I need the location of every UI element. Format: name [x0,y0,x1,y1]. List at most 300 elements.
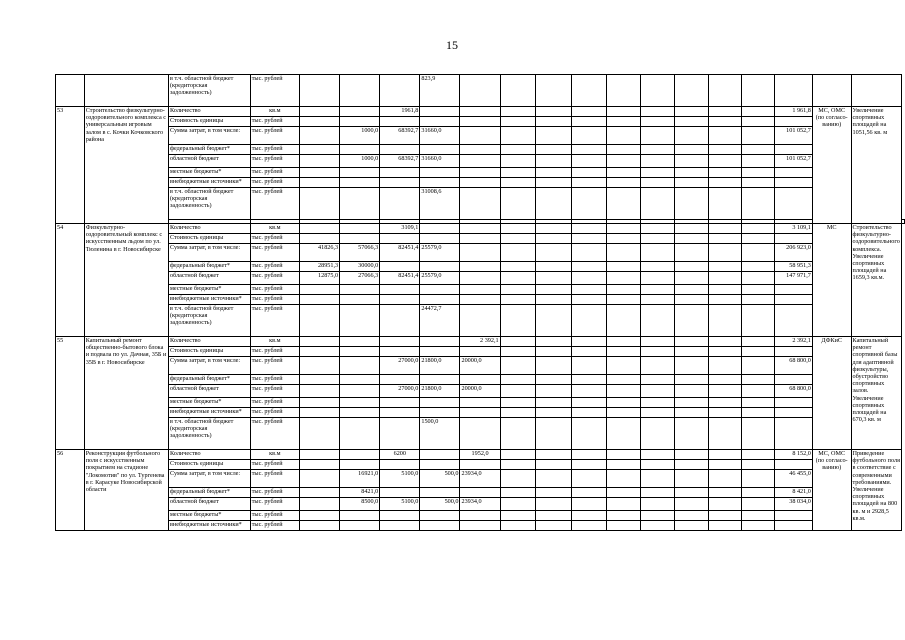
table-cell [500,337,536,347]
table-cell: 5100,0 [380,470,420,488]
table-cell [640,408,674,418]
table-cell [571,155,607,168]
table-cell: тыс. рублей [250,178,299,188]
table-cell [536,178,572,188]
table-cell [640,305,674,337]
table-cell [536,357,572,375]
table-cell [571,168,607,178]
table-cell: внебюджетные источники* [168,521,250,531]
table-cell [742,107,775,117]
table-cell: тыс. рублей [250,511,299,521]
table-cell [607,398,641,408]
table-cell: Количество [168,337,250,347]
table-cell: 1 961,8 [775,107,813,117]
table-cell [571,262,607,272]
table-cell: 82451,4 [380,272,420,285]
table-row [56,521,905,531]
table-cell: областной бюджет [168,272,250,285]
table-cell [340,398,380,408]
table-cell [340,305,380,337]
table-cell: 1500,0 [420,418,460,450]
table-cell [536,168,572,178]
table-cell [420,262,460,272]
table-cell [674,224,708,234]
table-cell: тыс. рублей [250,155,299,168]
table-cell [299,224,339,234]
table-cell: 500,0 [420,498,460,511]
table-cell [708,127,742,145]
table-cell [571,285,607,295]
table-cell [742,234,775,244]
table-cell [500,107,536,117]
table-cell [640,168,674,178]
table-cell [299,285,339,295]
table-cell [380,337,420,347]
table-cell [640,145,674,155]
table-cell: 20000,0 [460,357,500,375]
table-cell: 20000,0 [460,385,500,398]
table-cell [607,295,641,305]
table-cell [340,145,380,155]
table-row [56,460,905,470]
table-cell [674,272,708,285]
table-cell [380,168,420,178]
table-cell [607,244,641,262]
table-cell: внебюджетные источники* [168,178,250,188]
table-cell [674,408,708,418]
table-cell [340,337,380,347]
table-cell [420,488,460,498]
table-cell: 68 800,0 [775,385,813,398]
table-cell [708,244,742,262]
table-cell [674,460,708,470]
table-cell [742,375,775,385]
table-cell [640,234,674,244]
table-cell [380,521,420,531]
table-cell [607,337,641,347]
table-cell [708,178,742,188]
table-cell [536,107,572,117]
table-cell [640,262,674,272]
table-cell [607,262,641,272]
table-cell [607,75,641,107]
table-cell: 68392,7 [380,127,420,145]
table-cell: тыс. рублей [250,117,299,127]
table-cell: 3109,1 [380,224,420,234]
table-cell: 1961,8 [380,107,420,117]
table-cell [640,375,674,385]
table-cell: тыс. рублей [250,498,299,511]
table-cell [380,262,420,272]
table-cell: 2 392,1 [460,337,500,347]
table-cell [742,305,775,337]
table-cell [674,285,708,295]
table-cell [460,521,500,531]
table-cell [340,117,380,127]
table-cell: местные бюджеты* [168,511,250,521]
table-cell [500,511,536,521]
table-cell [640,272,674,285]
table-cell [571,398,607,408]
table-cell [607,168,641,178]
table-cell [607,450,641,460]
table-cell [571,75,607,107]
table-cell: тыс. рублей [250,375,299,385]
table-cell: в т.ч. областной бюджет (кредиторская задолженность) [168,188,250,220]
table-cell [460,127,500,145]
table-cell [607,117,641,127]
table-cell [460,262,500,272]
table-cell [460,168,500,178]
table-cell [460,511,500,521]
table-cell: 56 [56,450,85,531]
table-cell [708,408,742,418]
table-cell: 8 152,0 [775,450,813,460]
table-cell [640,337,674,347]
table-cell [607,145,641,155]
table-row [56,385,905,398]
table-cell [708,305,742,337]
table-cell: федеральный бюджет* [168,145,250,155]
table-cell [607,357,641,375]
table-cell [571,450,607,460]
table-row [56,188,905,220]
table-cell [340,385,380,398]
table-cell [640,521,674,531]
table-cell [742,347,775,357]
table-cell [640,385,674,398]
table-cell [775,408,813,418]
table-cell [536,488,572,498]
table-cell [708,337,742,347]
table-cell: 1000,0 [340,155,380,168]
table-cell [420,398,460,408]
table-cell [536,305,572,337]
table-cell [460,145,500,155]
table-cell [500,347,536,357]
table-cell [536,224,572,234]
table-cell [851,75,901,107]
table-cell [380,460,420,470]
table-cell [708,375,742,385]
table-cell: местные бюджеты* [168,168,250,178]
table-cell [775,398,813,408]
table-cell [674,107,708,117]
table-cell [420,511,460,521]
table-cell [420,521,460,531]
table-cell [460,188,500,220]
table-cell [500,305,536,337]
table-cell [460,398,500,408]
table-cell: областной бюджет [168,155,250,168]
table-cell [775,188,813,220]
table-cell [571,347,607,357]
table-cell: кв.м [250,450,299,460]
table-cell [380,305,420,337]
table-cell [640,460,674,470]
table-cell: 31660,0 [420,155,460,168]
table-cell [742,498,775,511]
table-cell [640,188,674,220]
table-cell [607,347,641,357]
table-cell: в т.ч. областной бюджет (кредиторская задолженность) [168,418,250,450]
table-cell [708,117,742,127]
table-cell [340,450,380,460]
table-cell [500,357,536,375]
page-number: 15 [446,38,458,52]
table-cell [571,408,607,418]
table-cell [460,224,500,234]
table-cell [460,375,500,385]
table-cell: 82451,4 [380,244,420,262]
table-cell [571,498,607,511]
table-cell [742,511,775,521]
table-row [56,224,905,234]
table-cell: тыс. рублей [250,347,299,357]
table-cell [742,470,775,488]
table-cell [299,418,339,450]
table-cell [340,75,380,107]
table-cell: тыс. рублей [250,460,299,470]
table-cell: тыс. рублей [250,234,299,244]
table-row [56,285,905,295]
table-cell [571,470,607,488]
table-cell [460,295,500,305]
table-cell [299,347,339,357]
table-cell: тыс. рублей [250,408,299,418]
table-cell [536,272,572,285]
table-cell [742,295,775,305]
table-cell [742,224,775,234]
table-cell [56,75,85,107]
table-cell [536,262,572,272]
table-cell [536,234,572,244]
table-cell [340,188,380,220]
table-cell [640,155,674,168]
table-cell [571,385,607,398]
table-cell [500,398,536,408]
table-cell [536,418,572,450]
table-cell [460,408,500,418]
table-cell [460,285,500,295]
table-cell: тыс. рублей [250,385,299,398]
table-row [56,375,905,385]
table-cell [742,155,775,168]
table-cell [380,145,420,155]
table-cell [708,498,742,511]
table-cell [902,220,905,224]
table-cell: Количество [168,450,250,460]
table-cell: кв.м [250,337,299,347]
table-cell [299,385,339,398]
table-cell [299,155,339,168]
table-cell [742,337,775,347]
table-row [56,155,905,168]
table-cell: 30000,0 [340,262,380,272]
table-cell [500,155,536,168]
table-cell [775,145,813,155]
table-cell [571,460,607,470]
table-cell [500,295,536,305]
table-cell [460,488,500,498]
table-cell [607,188,641,220]
table-cell: тыс. рублей [250,357,299,375]
table-cell [460,305,500,337]
table-row [56,127,905,145]
table-cell [380,188,420,220]
table-cell [500,262,536,272]
table-cell [708,385,742,398]
table-cell: Капитальный ремонт спортивной базы для адаптивной физкультуры, обустройство спортивных залов. Увеличение спортивных площадей на 670,3 кв. м [851,337,901,450]
table-cell [299,460,339,470]
table-cell: Количество [168,107,250,117]
table-cell [420,224,460,234]
table-cell [380,295,420,305]
table-cell [420,347,460,357]
table-cell [742,398,775,408]
table-cell [742,488,775,498]
table-cell [536,470,572,488]
table-cell [380,75,420,107]
table-cell [674,347,708,357]
table-cell: тыс. рублей [250,398,299,408]
table-cell [340,375,380,385]
table-cell [299,398,339,408]
table-cell [571,107,607,117]
table-cell: Капитальный ремонт общественно-бытового блока и подвала по ул. Дачная, 35Б и 35В в г. Новосибирске [84,337,168,450]
table-cell [775,295,813,305]
table-cell: внебюджетные источники* [168,295,250,305]
table-cell: тыс. рублей [250,145,299,155]
table-cell [460,347,500,357]
table-cell [420,107,460,117]
table-cell [640,75,674,107]
table-cell [640,224,674,234]
table-row [56,262,905,272]
table-cell: Сумма затрат, в том числе: [168,470,250,488]
table-cell [460,178,500,188]
table-cell [742,450,775,460]
table-cell [708,285,742,295]
table-cell [420,295,460,305]
table-cell: 101 052,7 [775,155,813,168]
table-cell [571,117,607,127]
table-cell: МС [812,224,851,337]
table-row [56,272,905,285]
table-cell: 16921,0 [340,470,380,488]
table-cell [674,385,708,398]
table-cell [674,450,708,460]
table-cell [640,347,674,357]
table-cell [380,418,420,450]
table-cell [640,117,674,127]
table-cell [299,168,339,178]
table-cell [708,460,742,470]
table-cell [742,75,775,107]
table-cell [380,511,420,521]
table-cell [536,127,572,145]
table-cell [571,234,607,244]
table-cell [340,168,380,178]
table-row [56,488,905,498]
table-cell [571,357,607,375]
table-cell [742,244,775,262]
table-cell: местные бюджеты* [168,285,250,295]
table-cell [536,145,572,155]
table-row [56,347,905,357]
table-cell [500,75,536,107]
table-cell: областной бюджет [168,385,250,398]
table-cell [775,418,813,450]
table-cell: федеральный бюджет* [168,262,250,272]
table-cell [708,418,742,450]
table-cell [420,178,460,188]
table-cell [500,117,536,127]
table-cell [299,488,339,498]
table-row [56,178,905,188]
table-cell [299,498,339,511]
table-cell: 206 923,0 [775,244,813,262]
table-cell [571,375,607,385]
table-cell: тыс. рублей [250,262,299,272]
table-row [56,357,905,375]
table-cell: 8 421,0 [775,488,813,498]
table-cell [536,511,572,521]
table-cell [299,511,339,521]
table-cell: тыс. рублей [250,295,299,305]
table-cell [536,337,572,347]
table-cell [460,244,500,262]
table-cell [500,498,536,511]
table-cell [674,295,708,305]
table-cell: 28951,3 [299,262,339,272]
table-cell [380,398,420,408]
table-cell [708,357,742,375]
table-cell [674,178,708,188]
table-cell: 5100,0 [380,498,420,511]
table-cell [607,488,641,498]
table-cell [571,337,607,347]
table-cell: МС, ОМС (по согласо-ванию) [812,107,851,224]
table-cell [536,450,572,460]
table-cell [708,188,742,220]
table-cell: местные бюджеты* [168,398,250,408]
table-cell [742,178,775,188]
table-cell: 25579,0 [420,272,460,285]
table-cell [500,521,536,531]
table-cell: в т.ч. областной бюджет (кредиторская задолженность) [168,305,250,337]
table-cell [536,347,572,357]
table-cell [420,408,460,418]
table-cell [536,155,572,168]
table-cell [571,272,607,285]
table-cell [340,511,380,521]
table-cell: 1952,0 [460,450,500,460]
table-cell [536,460,572,470]
table-cell [812,75,851,107]
table-cell [640,285,674,295]
table-cell [536,188,572,220]
table-cell [380,285,420,295]
table-row [56,168,905,178]
table-cell: 58 951,3 [775,262,813,272]
table-cell: МС, ОМС (по согласо-ванию) [812,450,851,531]
table-cell: Сумма затрат, в том числе: [168,244,250,262]
table-cell [775,375,813,385]
table-row [56,234,905,244]
table-cell [500,450,536,460]
table-cell [708,168,742,178]
